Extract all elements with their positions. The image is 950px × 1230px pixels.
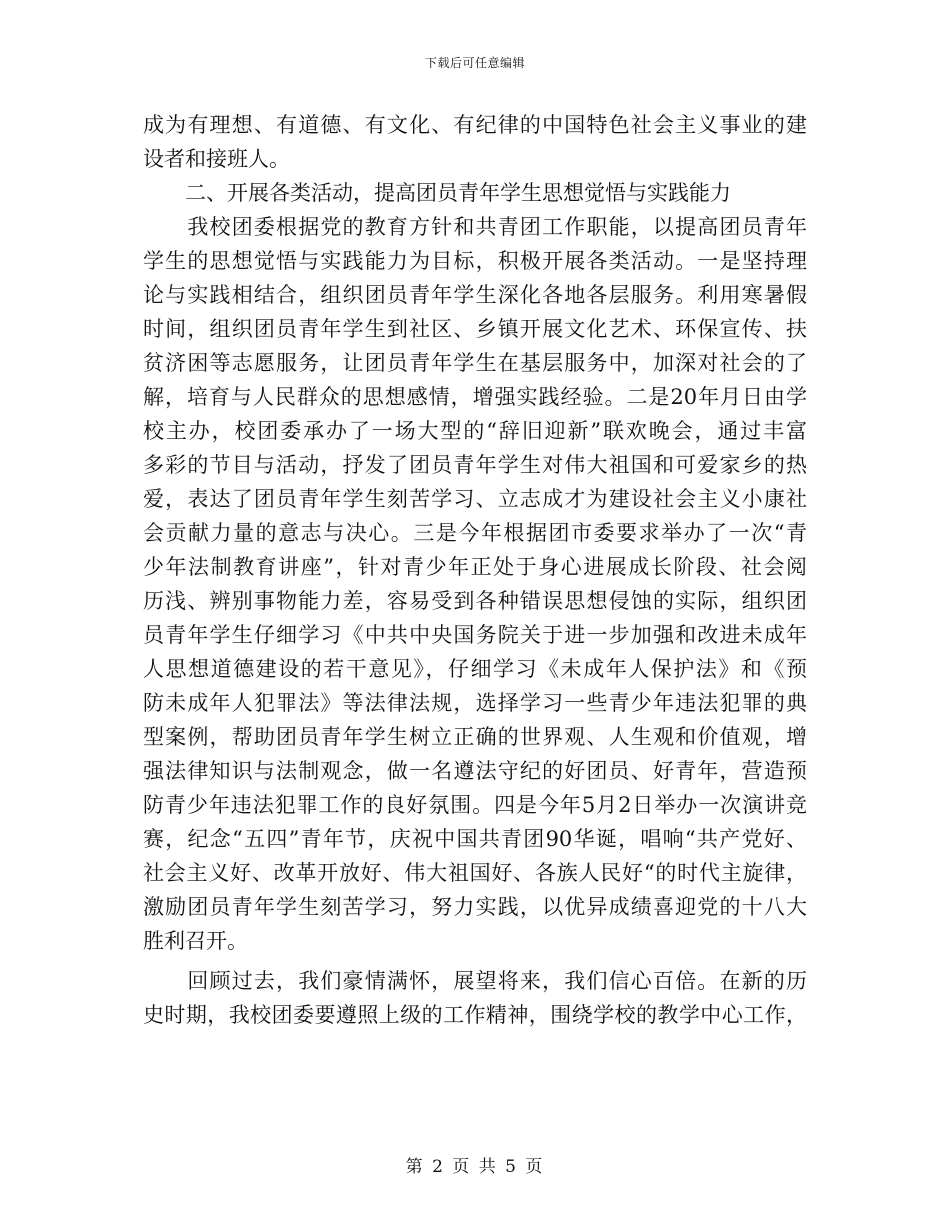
document-body <box>143 108 807 1032</box>
paragraph <box>143 108 807 176</box>
text-line: 胜利召开。 <box>143 929 248 953</box>
text-line: 型案例，帮助团员青年学生树立正确的世界观、人生观和价值观，增 <box>143 725 807 749</box>
text-line: 历浅、辨别事物能力差，容易受到各种错误思想侵蚀的实际，组织团 <box>143 589 807 613</box>
page-footer: 第 2 页 共 5 页 <box>405 1157 545 1177</box>
text-line: 会贡献力量的意志与决心。三是今年根据团市委要求举办了一次“青 <box>143 521 807 545</box>
section-heading <box>143 176 807 210</box>
text-line: 多彩的节目与活动，抒发了团员青年学生对伟大祖国和可爱家乡的热 <box>143 453 807 477</box>
text-line: 人思想道德建设的若干意见》，仔细学习《未成年人保护法》和《预 <box>143 657 807 681</box>
text-line: 激励团员青年学生刻苦学习，努力实践，以优异成绩喜迎党的十八大 <box>143 895 807 919</box>
text-line: 贫济困等志愿服务，让团员青年学生在基层服务中，加深对社会的了 <box>143 351 807 375</box>
text-line: 防青少年违法犯罪工作的良好氛围。四是今年5月2日举办一次演讲竞 <box>143 793 807 817</box>
text-line: 社会主义好、改革开放好、伟大祖国好、各族人民好“的时代主旋律， <box>143 861 807 885</box>
text-line: 防未成年人犯罪法》等法律法规，选择学习一些青少年违法犯罪的典 <box>143 691 807 715</box>
text-line: 回顾过去，我们豪情满怀，展望将来，我们信心百倍。在新的历 <box>143 969 807 993</box>
text-line: 二、开展各类活动，提高团员青年学生思想觉悟与实践能力 <box>143 181 731 205</box>
paragraph <box>143 964 807 1032</box>
text-line: 设者和接班人。 <box>143 147 290 171</box>
text-line: 员青年学生仔细学习《中共中央国务院关于进一步加强和改进未成年 <box>143 623 807 647</box>
text-line: 成为有理想、有道德、有文化、有纪律的中国特色社会主义事业的建 <box>143 113 807 137</box>
paragraph <box>143 210 807 958</box>
text-line: 校主办，校团委承办了一场大型的“辞旧迎新”联欢晚会，通过丰富 <box>143 419 807 443</box>
text-line: 赛，纪念“五四”青年节，庆祝中国共青团90华诞，唱响“共产党好、 <box>143 827 807 851</box>
text-line: 解，培育与人民群众的思想感情，增强实践经验。二是20年月日由学 <box>143 385 807 409</box>
text-line: 少年法制教育讲座”，针对青少年正处于身心进展成长阶段、社会阅 <box>143 555 807 579</box>
text-line: 史时期，我校团委要遵照上级的工作精神，围绕学校的教学中心工作， <box>143 1003 807 1027</box>
page-header: 下载后可任意编辑 <box>424 56 525 70</box>
text-line: 时间，组织团员青年学生到社区、乡镇开展文化艺术、环保宣传、扶 <box>143 317 807 341</box>
text-line: 我校团委根据党的教育方针和共青团工作职能，以提高团员青年 <box>143 215 807 239</box>
text-line: 爱，表达了团员青年学生刻苦学习、立志成才为建设社会主义小康社 <box>143 487 807 511</box>
text-line: 论与实践相结合，组织团员青年学生深化各地各层服务。利用寒暑假 <box>143 283 807 307</box>
text-line: 强法律知识与法制观念，做一名遵法守纪的好团员、好青年，营造预 <box>143 759 807 783</box>
text-line: 学生的思想觉悟与实践能力为目标，积极开展各类活动。一是坚持理 <box>143 249 807 273</box>
